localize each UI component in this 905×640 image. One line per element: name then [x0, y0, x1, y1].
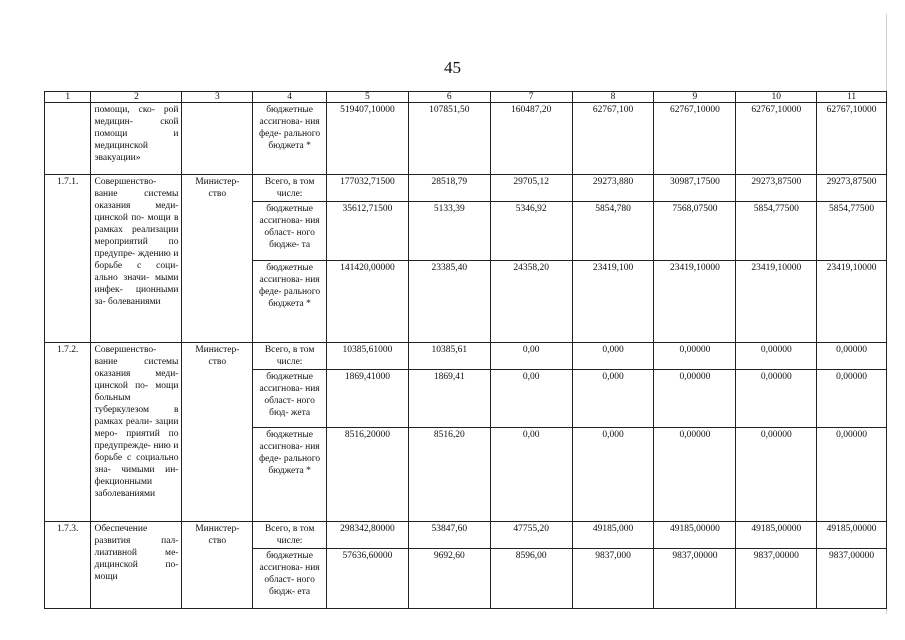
column-number: 3: [182, 92, 253, 103]
item-number-cell: 1.7.1.: [45, 175, 91, 343]
value-cell: 23385,40: [408, 261, 490, 343]
value-cell: 8596,00: [490, 549, 572, 609]
value-cell: 23419,10000: [736, 261, 817, 343]
value-cell: 47755,20: [490, 522, 572, 549]
value-cell: 0,00: [490, 370, 572, 428]
value-cell: 62767,10000: [654, 103, 736, 175]
column-number: 1: [45, 92, 91, 103]
funding-source-cell: бюджетные ассигнова- ния област- ного бюдже- та: [253, 202, 327, 261]
value-cell: 0,00000: [654, 370, 736, 428]
measure-name-cell: Совершенство- вание системы оказания меди- цинской по- мощи в рамках реализации мероприятий по предупре- ждению и борьбе с соци- ально значи- мыми инфек- ционными за- болеваниями: [91, 175, 182, 343]
column-number: 10: [736, 92, 817, 103]
value-cell: 1869,41000: [326, 370, 408, 428]
column-number: 11: [817, 92, 887, 103]
column-number: 4: [253, 92, 327, 103]
value-cell: 8516,20000: [326, 428, 408, 522]
value-cell: 9692,60: [408, 549, 490, 609]
value-cell: 30987,17500: [654, 175, 736, 202]
value-cell: 5854,77500: [736, 202, 817, 261]
value-cell: 53847,60: [408, 522, 490, 549]
page-number: 45: [444, 58, 461, 77]
column-number: 5: [326, 92, 408, 103]
table-row: [45, 522, 887, 549]
value-cell: 1869,41: [408, 370, 490, 428]
value-cell: 9837,000: [572, 549, 654, 609]
column-number-row: [45, 92, 887, 103]
value-cell: 57636,60000: [326, 549, 408, 609]
funding-source-cell: бюджетные ассигнова- ния област- ного бюд- жета: [253, 370, 327, 428]
measure-name-cell: Обеспечение развития пал- лиативной ме- дицинской по- мощи: [91, 522, 182, 609]
measure-name-cell: Совершенство- вание системы оказания меди- цинской по- мощи больным туберкулезом в рамках реали- зации меро- приятий по предупрежде- нию и борьбе с социально зна- чимыми ин- фекционными заболеваниями: [91, 343, 182, 522]
value-cell: 0,00: [490, 428, 572, 522]
value-cell: 5133,39: [408, 202, 490, 261]
value-cell: 23419,10000: [817, 261, 887, 343]
value-cell: 35612,71500: [326, 202, 408, 261]
value-cell: 0,00: [490, 343, 572, 370]
value-cell: 9837,00000: [817, 549, 887, 609]
value-cell: 5854,780: [572, 202, 654, 261]
item-number-cell: 1.7.3.: [45, 522, 91, 609]
value-cell: 141420,00000: [326, 261, 408, 343]
funding-source-cell: бюджетные ассигнова- ния феде- рального бюджета *: [253, 103, 327, 175]
value-cell: 0,00000: [817, 428, 887, 522]
value-cell: 62767,10000: [736, 103, 817, 175]
value-cell: 160487,20: [490, 103, 572, 175]
value-cell: 49185,00000: [654, 522, 736, 549]
funding-source-cell: Всего, в том числе:: [253, 343, 327, 370]
funding-source-cell: Всего, в том числе:: [253, 522, 327, 549]
table-row: [45, 175, 887, 202]
value-cell: 49185,00000: [736, 522, 817, 549]
value-cell: 29273,87500: [736, 175, 817, 202]
value-cell: 49185,00000: [817, 522, 887, 549]
executor-cell: [182, 103, 253, 175]
value-cell: 29273,87500: [817, 175, 887, 202]
executor-cell: Министер- ство: [182, 175, 253, 343]
value-cell: 10385,61: [408, 343, 490, 370]
funding-source-cell: бюджетные ассигнова- ния област- ного бюдж- ета: [253, 549, 327, 609]
value-cell: 519407,10000: [326, 103, 408, 175]
budget-table: [44, 91, 887, 609]
value-cell: 24358,20: [490, 261, 572, 343]
value-cell: 9837,00000: [654, 549, 736, 609]
funding-source-cell: бюджетные ассигнова- ния феде- рального бюджета *: [253, 261, 327, 343]
value-cell: 0,00000: [817, 370, 887, 428]
value-cell: 49185,000: [572, 522, 654, 549]
value-cell: 107851,50: [408, 103, 490, 175]
column-number: 2: [91, 92, 182, 103]
value-cell: 10385,61000: [326, 343, 408, 370]
funding-source-cell: Всего, в том числе:: [253, 175, 327, 202]
value-cell: 5346,92: [490, 202, 572, 261]
value-cell: 23419,100: [572, 261, 654, 343]
column-number: 6: [408, 92, 490, 103]
measure-name-cell: помощи, ско- рой медицин- ской помощи и медицинской эвакуации»: [91, 103, 182, 175]
value-cell: 0,000: [572, 428, 654, 522]
value-cell: 0,00000: [654, 343, 736, 370]
value-cell: 9837,00000: [736, 549, 817, 609]
item-number-cell: [45, 103, 91, 175]
value-cell: 177032,71500: [326, 175, 408, 202]
value-cell: 5854,77500: [817, 202, 887, 261]
executor-cell: Министер- ство: [182, 343, 253, 522]
column-number: 9: [654, 92, 736, 103]
value-cell: 23419,10000: [654, 261, 736, 343]
value-cell: 0,00000: [736, 428, 817, 522]
executor-cell: Министер- ство: [182, 522, 253, 609]
value-cell: 0,00000: [654, 428, 736, 522]
funding-source-cell: бюджетные ассигнова- ния феде- рального бюджета *: [253, 428, 327, 522]
table-row: [45, 343, 887, 370]
value-cell: 298342,80000: [326, 522, 408, 549]
value-cell: 0,000: [572, 370, 654, 428]
value-cell: 62767,100: [572, 103, 654, 175]
value-cell: 7568,07500: [654, 202, 736, 261]
value-cell: 29273,880: [572, 175, 654, 202]
value-cell: 0,00000: [736, 370, 817, 428]
column-number: 8: [572, 92, 654, 103]
column-number: 7: [490, 92, 572, 103]
item-number-cell: 1.7.2.: [45, 343, 91, 522]
value-cell: 0,00000: [736, 343, 817, 370]
value-cell: 8516,20: [408, 428, 490, 522]
value-cell: 29705,12: [490, 175, 572, 202]
value-cell: 0,000: [572, 343, 654, 370]
value-cell: 62767,10000: [817, 103, 887, 175]
value-cell: 28518,79: [408, 175, 490, 202]
value-cell: 0,00000: [817, 343, 887, 370]
table-row: [45, 103, 887, 175]
